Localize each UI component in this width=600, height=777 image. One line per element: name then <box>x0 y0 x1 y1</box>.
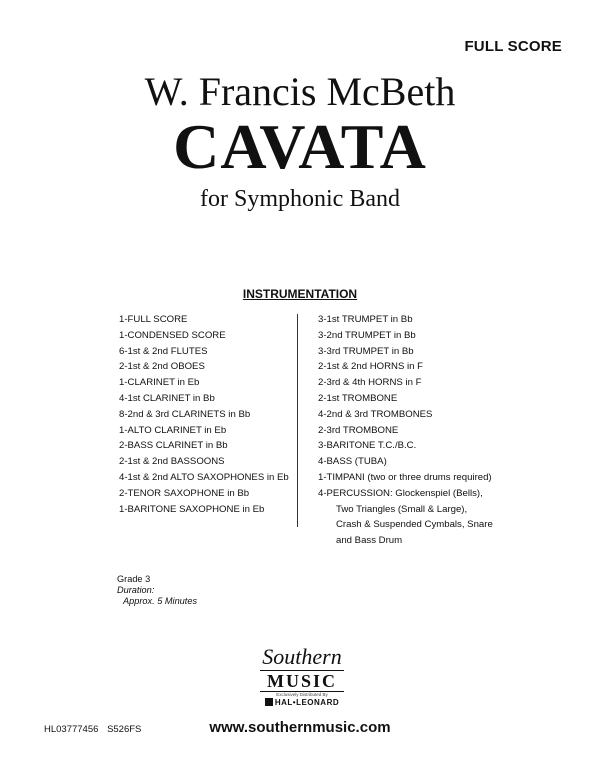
instrument-line: 2-TENOR SAXOPHONE in Bb <box>119 487 250 499</box>
instrument-line: 2-1st & 2nd OBOES <box>119 361 205 373</box>
southern-music-logo <box>254 646 350 714</box>
instrumentation-right-column <box>318 312 518 549</box>
instrument-line: 1-CLARINET in Eb <box>119 377 200 389</box>
instrument-line: 4-BASS (TUBA) <box>318 456 387 468</box>
logo-music-text: MUSIC <box>266 671 337 691</box>
instrument-line: 4-1st CLARINET in Bb <box>119 392 215 404</box>
instrument-line-continued: and Bass Drum <box>336 535 403 547</box>
logo-distributor-small: Exclusively Distributed By <box>276 692 328 697</box>
composer-name: W. Francis McBeth <box>144 69 456 114</box>
score-subtitle: for Symphonic Band <box>200 186 400 212</box>
duration-label: Duration: <box>117 585 155 595</box>
hal-leonard-icon <box>265 698 273 706</box>
instrument-line: 3-1st TRUMPET in Bb <box>318 314 413 325</box>
instrument-line: 3-BARITONE T.C./B.C. <box>318 440 417 452</box>
instrument-line: 1-TIMPANI (two or three drums required) <box>318 471 492 483</box>
instrument-line: 1-FULL SCORE <box>119 314 188 325</box>
score-title: CAVATA <box>173 111 427 182</box>
full-score-label: FULL SCORE <box>464 38 562 55</box>
catalog-number-sm: S526FS <box>107 724 142 735</box>
instrument-line: 3-3rd TRUMPET in Bb <box>318 345 414 357</box>
instrument-line: 3-2nd TRUMPET in Bb <box>318 329 416 341</box>
website-url: www.southernmusic.com <box>209 719 391 736</box>
instrument-line: 1-CONDENSED SCORE <box>119 329 226 341</box>
instrument-line: 2-3rd & 4th HORNS in F <box>318 377 422 389</box>
instrument-line: 1-ALTO CLARINET in Eb <box>119 424 227 436</box>
instrument-line: 4-1st & 2nd ALTO SAXOPHONES in Eb <box>119 471 289 483</box>
hal-leonard-mark <box>254 698 350 707</box>
instrument-line: 4-2nd & 3rd TROMBONES <box>318 408 433 420</box>
hal-leonard-text: HAL•LEONARD <box>274 698 340 707</box>
instrumentation-left-column <box>119 312 294 517</box>
instrument-line: 2-BASS CLARINET in Bb <box>119 440 228 452</box>
instrument-line-continued: Two Triangles (Small & Large), <box>336 503 468 515</box>
instrument-line: 2-1st & 2nd BASSOONS <box>119 456 225 468</box>
instrument-line: 6-1st & 2nd FLUTES <box>119 345 208 357</box>
grade-duration-block <box>117 574 197 607</box>
instrument-line: 2-1st & 2nd HORNS in F <box>318 361 424 373</box>
instrumentation-heading: INSTRUMENTATION <box>242 287 358 301</box>
logo-music-banner <box>260 670 344 692</box>
instrument-line: 2-1st TROMBONE <box>318 392 398 404</box>
instrument-line-continued: Crash & Suspended Cymbals, Snare <box>336 519 493 531</box>
instrument-line: 4-PERCUSSION: Glockenspiel (Bells), <box>318 487 483 499</box>
grade-text: Grade 3 <box>117 574 151 584</box>
column-divider <box>297 314 298 527</box>
logo-southern-text: Southern <box>262 644 342 669</box>
instrument-line: 1-BARITONE SAXOPHONE in Eb <box>119 503 265 515</box>
instrument-line: 2-3rd TROMBONE <box>318 424 399 436</box>
instrument-line: 8-2nd & 3rd CLARINETS in Bb <box>119 408 251 420</box>
catalog-number-hl: HL03777456 <box>44 724 99 735</box>
duration-value: Approx. 5 Minutes <box>123 596 198 606</box>
